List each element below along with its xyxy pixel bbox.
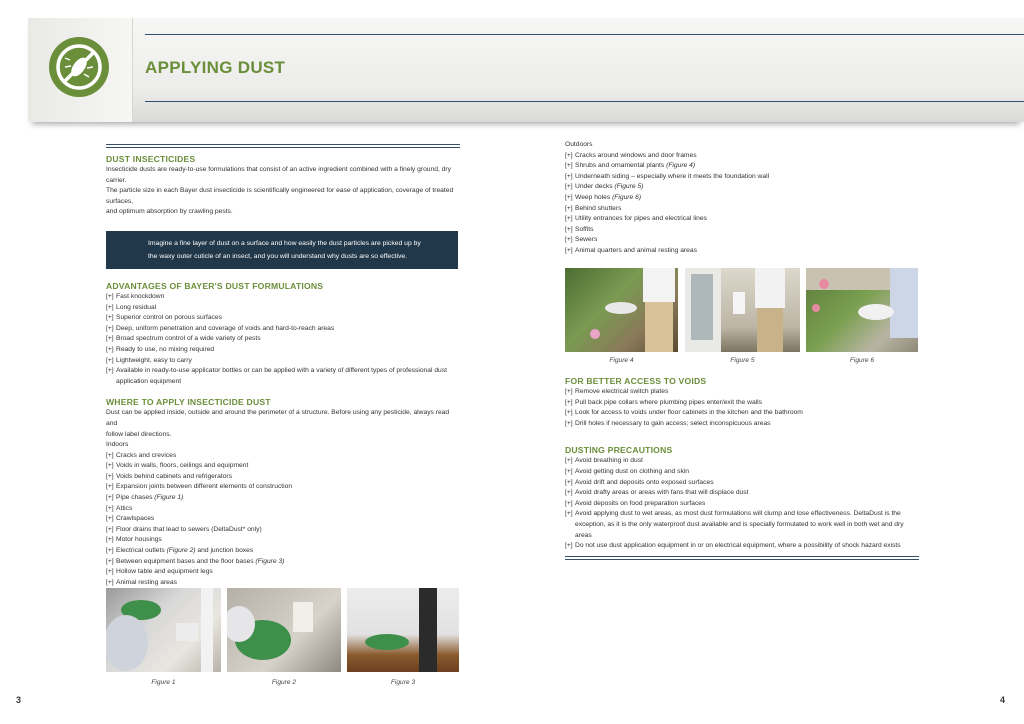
callout-box [106, 231, 458, 269]
list-item: [+] Lightweight, easy to carry [106, 356, 192, 364]
list-item: [+] Utility entrances for pipes and electrical lines [565, 215, 707, 223]
list-item: [+] Look for access to voids under floor cabinets in the kitchen and the bathroom [565, 409, 803, 417]
indoors-label: Indoors [106, 441, 129, 449]
list-item: [+] Electrical outlets (Figure 2) and junction boxes [106, 547, 254, 555]
list-item: [+] Avoid breathing in dust [565, 457, 643, 465]
list-item: [+] Avoid deposits on food preparation surfaces [565, 499, 706, 507]
list-item: [+] Remove electrical switch plates [565, 388, 669, 395]
left-column [106, 144, 460, 588]
figure-1-caption: Figure 1 [151, 679, 176, 686]
outdoors-label: Outdoors [565, 141, 593, 148]
voids-heading: FOR BETTER ACCESS TO VOIDS [565, 376, 707, 386]
figure-1-photo [106, 588, 221, 672]
figure-5-caption: Figure 5 [730, 357, 755, 364]
list-item: [+] Pipe chases (Figure 1) [106, 494, 184, 502]
intro-line-1: Insecticide dusts are ready-to-use formulations that consist of an active ingredient combined with a finely ground, dry carrier. [106, 166, 451, 184]
indoors-list [106, 451, 460, 589]
list-item: [+] Superior control on porous surfaces [106, 314, 222, 322]
where-line-2: follow label directions. [106, 430, 172, 438]
figure-2-photo [227, 588, 341, 672]
advantages-heading: ADVANTAGES OF BAYER'S DUST FORMULATIONS [106, 280, 324, 291]
callout-line-1: Imagine a fine layer of dust on a surface and how easily the dust particles are picked up by [148, 239, 421, 247]
list-item: [+] Avoid applying dust to wet areas, as most dust formulations will clump and lose effectiveness. DeltaDust is the [565, 510, 901, 518]
page-title: APPLYING DUST [145, 58, 286, 77]
figure-6-caption: Figure 6 [849, 357, 875, 364]
figure-4-photo [565, 268, 678, 352]
list-item: [+] Motor housings [106, 536, 162, 544]
list-item: [+] Crawlspaces [106, 515, 155, 523]
list-item-continuation: application equipment [116, 377, 182, 385]
title-rule-top [145, 34, 1024, 35]
figure-3-caption: Figure 3 [390, 679, 416, 686]
list-item: [+] Long residual [106, 303, 157, 311]
list-item: [+] Avoid getting dust on clothing and skin [565, 467, 690, 475]
list-item: [+] Cracks and crevices [106, 451, 177, 459]
list-item: [+] Avoid drafty areas or areas with fans that will displace dust [565, 489, 749, 497]
list-item: [+] Deep, uniform penetration and coverage of voids and hard-to-reach areas [106, 324, 335, 332]
outdoors-list [565, 151, 919, 257]
list-item: [+] Fast knockdown [106, 292, 165, 300]
title-rule-bottom [145, 101, 1024, 102]
list-item: [+] Animal quarters and animal resting areas [565, 246, 697, 254]
precautions-list [565, 456, 919, 551]
page-number-left: 3 [16, 695, 22, 705]
precautions-heading: DUSTING PRECAUTIONS [565, 445, 673, 456]
list-item: [+] Avoid drift and deposits onto exposed surfaces [565, 478, 714, 486]
list-item: [+] Pull back pipe collars where plumbing pipes enter/exit the walls [565, 398, 762, 406]
list-item: [+] Expansion joints between different elements of construction [106, 483, 293, 491]
list-item: [+] Cracks around windows and door frames [565, 151, 697, 159]
section-rule [565, 556, 919, 560]
list-item: [+] Underneath siding – especially where it meets the foundation wall [565, 172, 770, 180]
list-item: [+] Under decks (Figure 5) [565, 183, 644, 191]
list-item: [+] Hollow table and equipment legs [106, 568, 213, 576]
list-item: [+] Floor drains that lead to sewers (DeltaDust* only) [106, 525, 262, 533]
figure-5-photo [685, 268, 800, 352]
voids-list [565, 387, 919, 429]
list-item: [+] Animal resting areas [106, 578, 177, 586]
right-column-top [565, 140, 919, 257]
intro-line-2: The particle size in each Bayer dust insecticide is scientifically engineered for ease of application, coverage of treated surfaces, [106, 187, 454, 205]
figure-3-photo [347, 588, 459, 672]
list-item: [+] Voids in walls, floors, ceilings and equipment [106, 462, 249, 470]
where-line-1: Dust can be applied inside, outside and around the perimeter of a structure. Before using any pesticide, always read and [106, 409, 450, 427]
list-item: [+] Behind shutters [565, 204, 622, 212]
dust-insecticides-heading: DUST INSECTICIDES [106, 154, 196, 164]
list-item: [+] Attics [106, 504, 133, 512]
list-item: [+] Soffits [565, 225, 594, 233]
figure-4-caption: Figure 4 [609, 357, 634, 364]
advantages-list [106, 292, 460, 387]
list-item: [+] Do not use dust application equipment in or on electrical equipment, where a possibility of shock hazard exists [565, 542, 901, 550]
list-item: [+] Shrubs and ornamental plants (Figure 4) [565, 162, 696, 170]
list-item: [+] Ready to use, no mixing required [106, 345, 215, 353]
where-heading: WHERE TO APPLY INSECTICIDE DUST [106, 397, 271, 408]
list-item-continuation: exception, as it is the only waterproof dust available and is specially formulated to work well in both wet and dry areas [575, 520, 904, 539]
list-item: [+] Between equipment bases and the floor bases (Figure 3) [106, 557, 285, 565]
right-column-bottom [565, 376, 919, 560]
list-item: [+] Available in ready-to-use applicator bottles or can be applied with a variety of different types of professional dust [106, 367, 447, 375]
intro-line-3: and optimum absorption by crawling pests. [106, 208, 233, 216]
list-item: [+] Drill holes if necessary to gain access; select inconspicuous areas [565, 419, 771, 427]
list-item: [+] Sewers [565, 236, 598, 244]
list-item: [+] Voids behind cabinets and refrigerators [106, 472, 232, 480]
no-pest-icon [48, 36, 110, 98]
page-number-right: 4 [1000, 695, 1006, 705]
figure-6-photo [806, 268, 918, 352]
figure-2-caption: Figure 2 [271, 679, 297, 686]
callout-line-2: the waxy outer cuticle of an insect, and you will understand why dusts are so effective. [148, 252, 408, 260]
list-item: [+] Weep holes (Figure 6) [565, 193, 642, 201]
list-item: [+] Broad spectrum control of a wide variety of pests [106, 335, 261, 343]
